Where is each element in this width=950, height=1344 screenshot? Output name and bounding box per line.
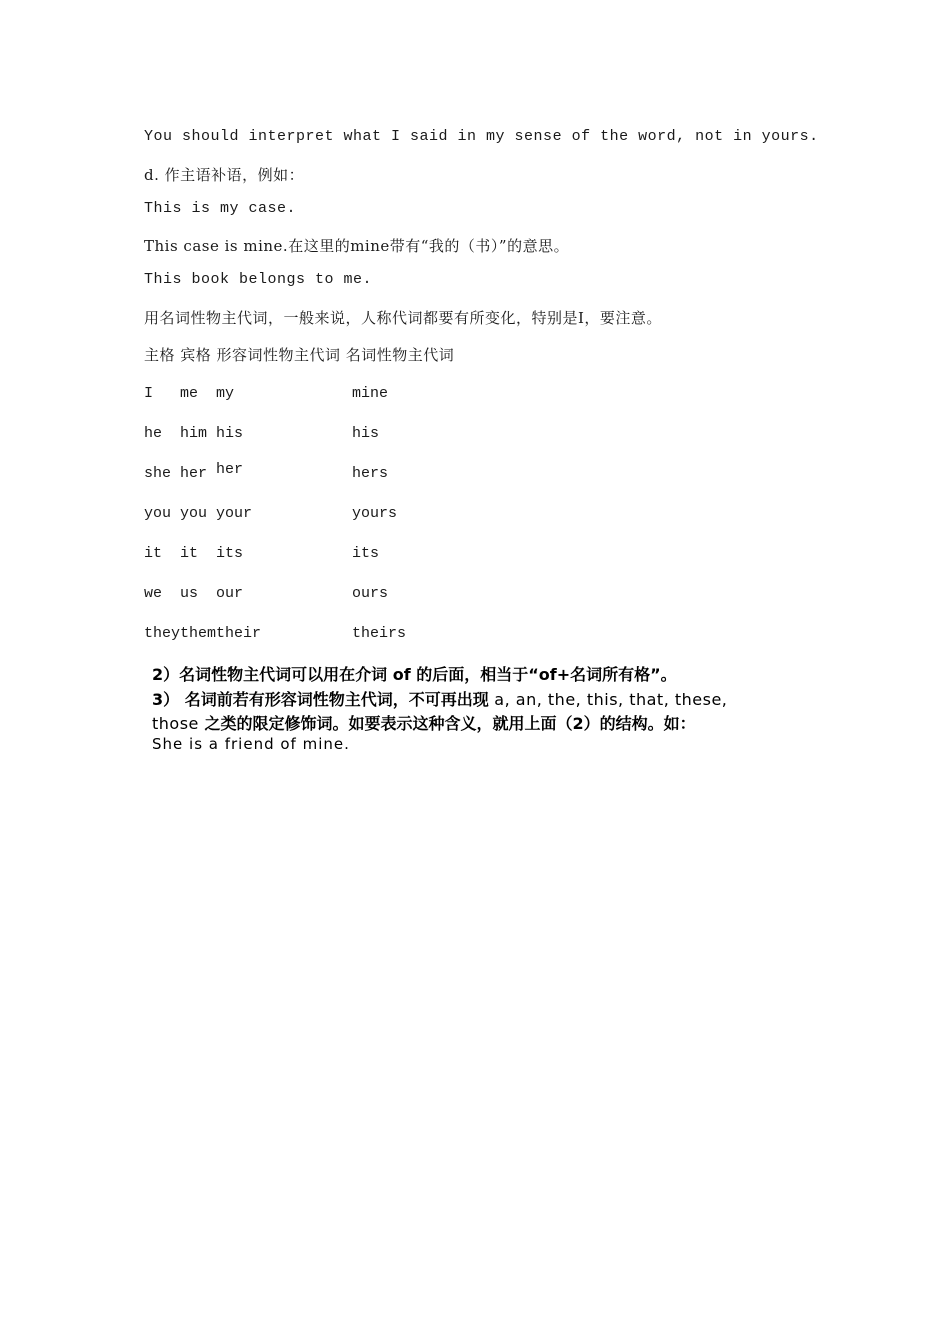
note-3-those: those bbox=[152, 714, 199, 733]
table-cell: him bbox=[180, 425, 208, 442]
table-cell: its bbox=[352, 545, 380, 562]
table-cell: our bbox=[216, 585, 244, 602]
example-sentence-belongs: This book belongs to me. bbox=[144, 271, 373, 288]
example-sentence-my-case: This is my case. bbox=[144, 200, 297, 217]
table-cell: it bbox=[144, 545, 163, 562]
example-friend-of-mine: She is a friend of mine. bbox=[152, 735, 350, 753]
table-cell: me bbox=[180, 385, 199, 402]
usage-note: 用名词性物主代词，一般来说，人称代词都要有所变化，特别是I，要注意。 bbox=[144, 309, 662, 327]
table-cell: hers bbox=[352, 465, 389, 482]
note-3-continuation: 之类的限定修饰词。如要表示这种含义，就用上面（2）的结构。如： bbox=[198, 714, 696, 733]
table-header: 主格 宾格 形容词性物主代词 名词性物主代词 bbox=[144, 346, 455, 364]
table-cell: his bbox=[216, 425, 244, 442]
table-cell: her bbox=[180, 465, 208, 482]
table-cell: it bbox=[180, 545, 199, 562]
note-2: 2）名词性物主代词可以用在介词 of 的后面，相当于“of+名词所有格”。 bbox=[152, 665, 677, 684]
table-cell: he bbox=[144, 425, 163, 442]
example-sentence-interpret: You should interpret what I said in my sense of the word, not in yours. bbox=[144, 128, 819, 145]
note-3-line1 bbox=[152, 687, 727, 710]
example-sentence-mine: This case is mine.在这里的mine带有“我的（书）”的意思。 bbox=[144, 237, 570, 255]
table-cell: her bbox=[216, 461, 244, 478]
table-cell: we bbox=[144, 585, 163, 602]
table-cell: us bbox=[180, 585, 199, 602]
table-cell: they bbox=[144, 625, 181, 642]
table-cell: you bbox=[180, 505, 208, 522]
table-cell: you bbox=[144, 505, 172, 522]
table-cell: his bbox=[352, 425, 380, 442]
section-d-heading: d. 作主语补语，例如： bbox=[144, 166, 305, 184]
table-cell: I bbox=[144, 385, 154, 402]
table-cell: your bbox=[216, 505, 253, 522]
note-3-determiners: a, an, the, this, that, these, bbox=[488, 690, 728, 709]
table-cell: theirs bbox=[352, 625, 407, 642]
table-cell: mine bbox=[352, 385, 389, 402]
table-cell: its bbox=[216, 545, 244, 562]
note-3-line2 bbox=[152, 711, 696, 734]
table-cell: their bbox=[216, 625, 262, 642]
table-cell: she bbox=[144, 465, 172, 482]
note-3-text: 3） 名词前若有形容词性物主代词，不可再出现 bbox=[152, 690, 489, 709]
table-cell: yours bbox=[352, 505, 398, 522]
table-cell: my bbox=[216, 385, 235, 402]
table-cell: them bbox=[180, 625, 217, 642]
table-cell: ours bbox=[352, 585, 389, 602]
